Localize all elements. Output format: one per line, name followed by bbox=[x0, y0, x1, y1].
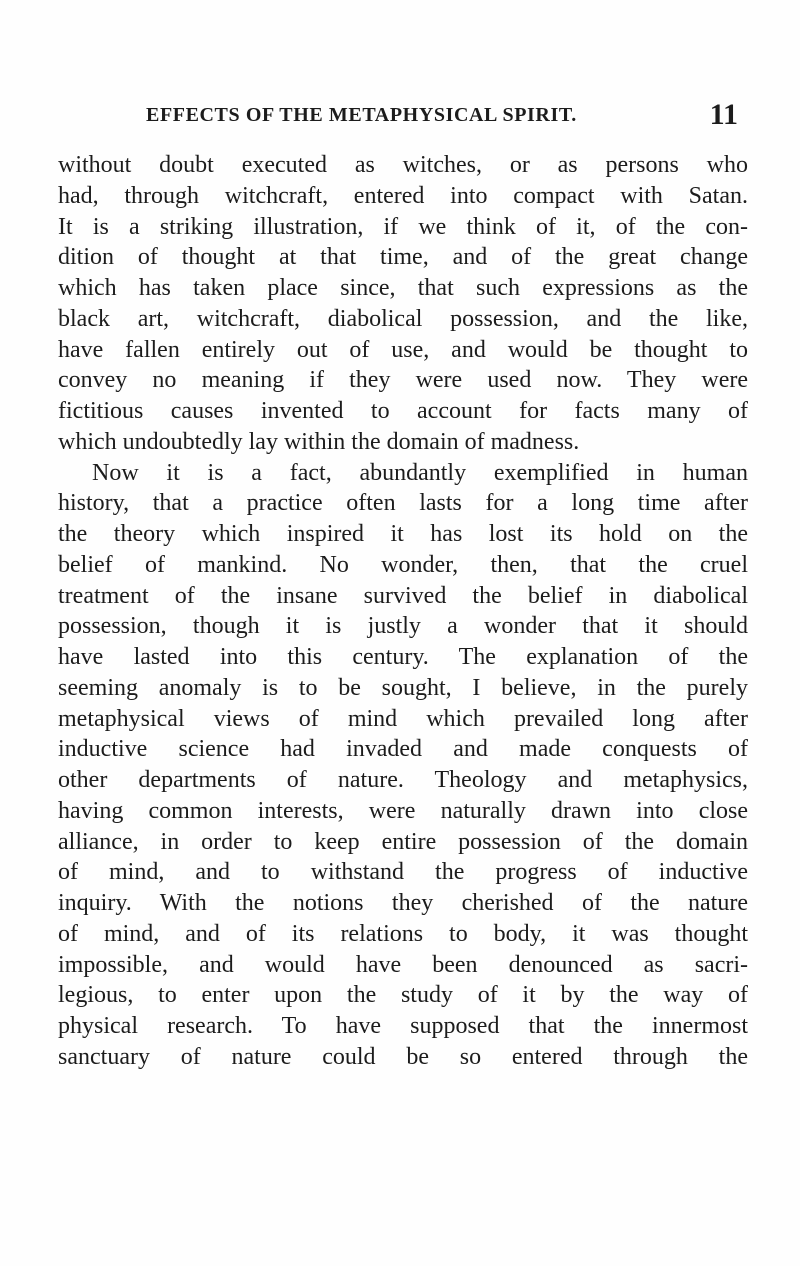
page-number: 11 bbox=[709, 98, 738, 131]
body-text bbox=[58, 150, 748, 1073]
text-line: have lasted into this century. The explanation of the bbox=[58, 644, 748, 670]
running-head-title: EFFECTS OF THE METAPHYSICAL SPIRIT. bbox=[146, 104, 577, 126]
text-line: inquiry. With the notions they cherished of the nature bbox=[58, 890, 748, 916]
text-line: It is a striking illustration, if we think of it, of the con- bbox=[58, 213, 748, 240]
text-line: belief of mankind. No wonder, then, that the cruel bbox=[58, 551, 748, 578]
text-line: convey no meaning if they were used now. They were bbox=[58, 367, 748, 394]
text-line: dition of thought at that time, and of the great change bbox=[58, 244, 748, 271]
text-line: other departments of nature. Theology and metaphysics, bbox=[58, 767, 748, 793]
text-line: impossible, and would have been denounced as sacri- bbox=[58, 951, 748, 978]
text-line: physical research. To have supposed that the innermost bbox=[58, 1013, 748, 1039]
text-line: without doubt executed as witches, or as persons who bbox=[58, 152, 748, 178]
text-line: Now it is a fact, abundantly exemplified in human bbox=[92, 459, 748, 486]
running-head bbox=[58, 98, 738, 134]
text-line: fictitious causes invented to account for facts many of bbox=[58, 398, 748, 424]
text-line: which undoubtedly lay within the domain of madness. bbox=[58, 428, 580, 455]
text-line: legious, to enter upon the study of it by the way of bbox=[58, 982, 748, 1009]
text-line: treatment of the insane survived the belief in diabolical bbox=[58, 582, 748, 609]
text-line: of mind, and to withstand the progress of inductive bbox=[58, 859, 748, 886]
text-line: inductive science had invaded and made conquests of bbox=[58, 736, 748, 763]
text-line: have fallen entirely out of use, and would be thought to bbox=[58, 336, 748, 363]
text-line: the theory which inspired it has lost its hold on the bbox=[58, 521, 748, 547]
text-line: black art, witchcraft, diabolical possession, and the like, bbox=[58, 305, 748, 332]
text-line: of mind, and of its relations to body, it was thought bbox=[58, 920, 748, 947]
text-line: history, that a practice often lasts for a long time after bbox=[58, 490, 748, 517]
text-line: having common interests, were naturally drawn into close bbox=[58, 797, 748, 824]
text-line: which has taken place since, that such expressions as the bbox=[58, 275, 748, 301]
text-line: had, through witchcraft, entered into compact with Satan. bbox=[58, 182, 748, 209]
text-line: alliance, in order to keep entire possession of the domain bbox=[58, 828, 748, 855]
text-line: possession, though it is justly a wonder that it should bbox=[58, 613, 748, 640]
text-line: seeming anomaly is to be sought, I believe, in the purely bbox=[58, 674, 748, 701]
text-line: metaphysical views of mind which prevailed long after bbox=[58, 705, 748, 732]
text-line: sanctuary of nature could be so entered through the bbox=[58, 1043, 748, 1070]
